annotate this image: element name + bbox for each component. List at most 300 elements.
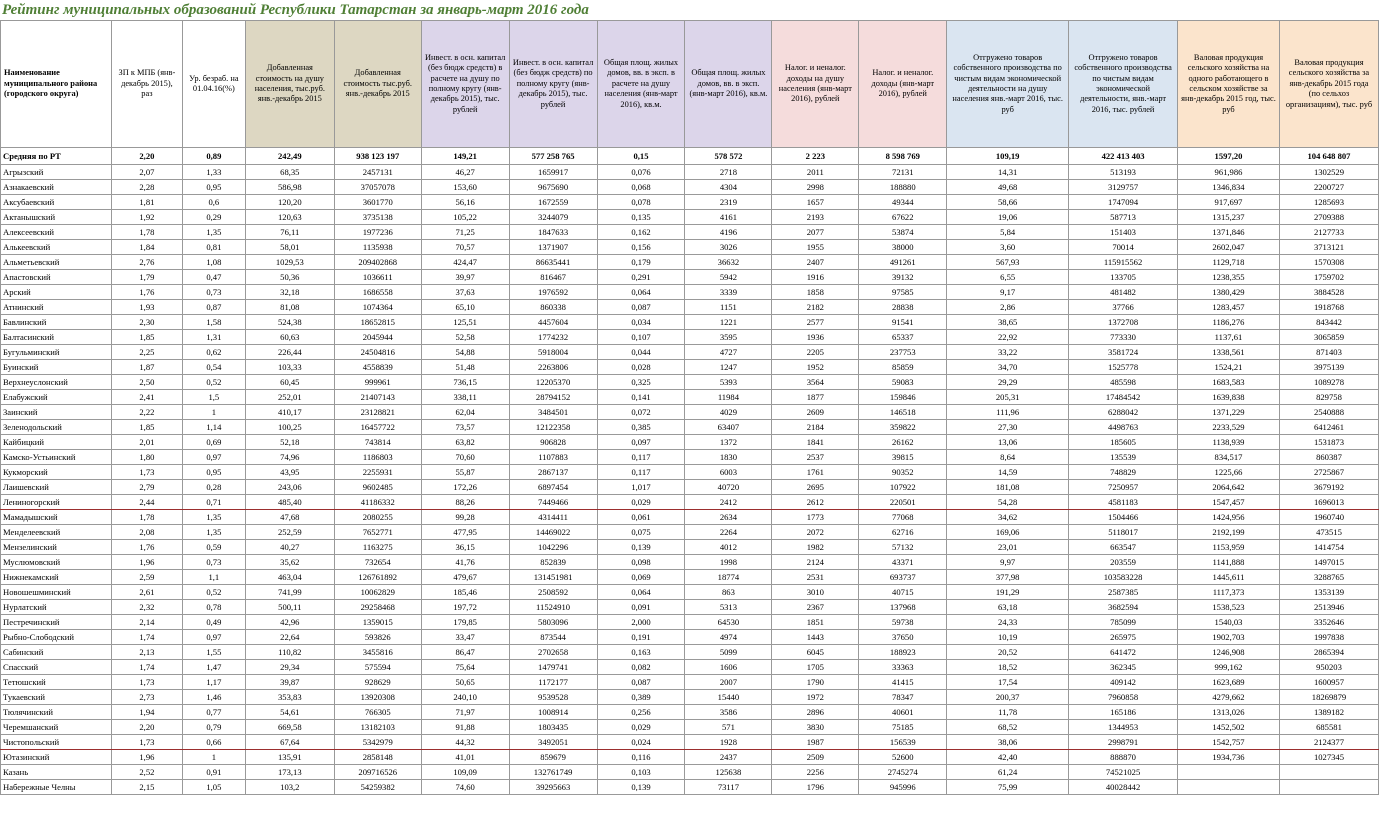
cell-name: Бавлинский — [1, 315, 112, 330]
cell-housing-per-capita: 0,141 — [597, 390, 685, 405]
cell-value-added-per-capita: 120,20 — [245, 195, 334, 210]
cell-housing-total: 6003 — [685, 465, 772, 480]
cell-salary-ratio: 1,76 — [111, 285, 182, 300]
cell-revenue-per-capita: 2537 — [772, 450, 859, 465]
cell-investment-per-capita: 51,48 — [421, 360, 509, 375]
cell-agri-per-worker: 2064,642 — [1178, 480, 1280, 495]
cell-shipped-total: 37766 — [1069, 300, 1178, 315]
cell-investment-total: 4314411 — [509, 510, 597, 525]
cell-salary-ratio: 2,52 — [111, 765, 182, 780]
cell-housing-per-capita: 0,075 — [597, 525, 685, 540]
cell-investment-total: 39295663 — [509, 780, 597, 795]
cell-housing-per-capita: 0,117 — [597, 465, 685, 480]
cell-name: Тетюшский — [1, 675, 112, 690]
cell-revenue-per-capita: 6045 — [772, 645, 859, 660]
table-row — [1, 315, 1379, 330]
cell-name: Кайбицкий — [1, 435, 112, 450]
cell-housing-total: 2634 — [685, 510, 772, 525]
cell-unemployment: 0,97 — [182, 630, 245, 645]
cell-shipped-per-capita: 10,19 — [947, 630, 1069, 645]
cell-investment-total: 1008914 — [509, 705, 597, 720]
cell-revenue-per-capita: 1936 — [772, 330, 859, 345]
cell-housing-per-capita: 0,044 — [597, 345, 685, 360]
cell-investment-total: 11524910 — [509, 600, 597, 615]
cell-revenue-total: 41415 — [859, 675, 947, 690]
cell-shipped-total: 3581724 — [1069, 345, 1178, 360]
cell-salary-ratio: 2,13 — [111, 645, 182, 660]
cell-value-added-total: 126761892 — [334, 570, 421, 585]
cell-housing-per-capita: 0,028 — [597, 360, 685, 375]
cell-revenue-per-capita: 1877 — [772, 390, 859, 405]
cell-revenue-per-capita: 1705 — [772, 660, 859, 675]
cell-revenue-per-capita: 1858 — [772, 285, 859, 300]
cell-housing-total: 4304 — [685, 180, 772, 195]
cell-name: Апастовский — [1, 270, 112, 285]
cell-agri-total: 2540888 — [1279, 405, 1378, 420]
table-row — [1, 570, 1379, 585]
cell-housing-per-capita: 0,291 — [597, 270, 685, 285]
cell-shipped-total: 587713 — [1069, 210, 1178, 225]
cell-agri-total — [1279, 765, 1378, 780]
cell-salary-ratio: 1,76 — [111, 540, 182, 555]
cell-name: Кукморский — [1, 465, 112, 480]
cell-housing-per-capita: 0,061 — [597, 510, 685, 525]
cell-value-added-total: 928629 — [334, 675, 421, 690]
cell-value-added-per-capita: 110,82 — [245, 645, 334, 660]
cell-unemployment: 1,47 — [182, 660, 245, 675]
cell-revenue-per-capita: 2256 — [772, 765, 859, 780]
cell-housing-total: 1221 — [685, 315, 772, 330]
cell-value-added-per-capita: 76,11 — [245, 225, 334, 240]
cell-salary-ratio: 2,15 — [111, 780, 182, 795]
cell-investment-per-capita: 179,85 — [421, 615, 509, 630]
cell-unemployment: 0,81 — [182, 240, 245, 255]
header-investment-per-capita: Инвест. в осн. капитал (без бюдж средств) в расчете на душу по полному кругу (янв-декабрь 2015), тыс. рублей — [421, 21, 509, 148]
cell-salary-ratio: 1,81 — [111, 195, 182, 210]
cell-housing-per-capita: 0,117 — [597, 450, 685, 465]
cell-value-added-per-capita: 500,11 — [245, 600, 334, 615]
cell-revenue-total: 72131 — [859, 165, 947, 180]
cell-revenue-per-capita: 2072 — [772, 525, 859, 540]
cell-name: Сабинский — [1, 645, 112, 660]
table-row — [1, 180, 1379, 195]
header-salary-ratio: ЗП к МПБ (янв-декабрь 2015), раз — [111, 21, 182, 148]
cell-investment-total: 5918004 — [509, 345, 597, 360]
cell-investment-total: 3244079 — [509, 210, 597, 225]
cell-salary-ratio: 1,87 — [111, 360, 182, 375]
cell-revenue-total: 945996 — [859, 780, 947, 795]
cell-value-added-per-capita: 32,18 — [245, 285, 334, 300]
cell-housing-total: 5099 — [685, 645, 772, 660]
cell-investment-per-capita: 88,26 — [421, 495, 509, 510]
cell-shipped-total: 135539 — [1069, 450, 1178, 465]
cell-investment-total: 1107883 — [509, 450, 597, 465]
cell-name: Агрызский — [1, 165, 112, 180]
cell-agri-per-worker: 2602,047 — [1178, 240, 1280, 255]
cell-investment-per-capita: 109,09 — [421, 765, 509, 780]
cell-value-added-per-capita: 103,33 — [245, 360, 334, 375]
cell-housing-total: 4974 — [685, 630, 772, 645]
cell-agri-per-worker: 1338,561 — [1178, 345, 1280, 360]
table-row — [1, 495, 1379, 510]
cell-value-added-per-capita: 60,45 — [245, 375, 334, 390]
cell-value-added-per-capita: 353,83 — [245, 690, 334, 705]
cell-revenue-per-capita: 2367 — [772, 600, 859, 615]
cell-revenue-total: 220501 — [859, 495, 947, 510]
cell-housing-per-capita: 0,15 — [597, 148, 685, 165]
cell-revenue-per-capita: 1982 — [772, 540, 859, 555]
cell-housing-per-capita: 0,103 — [597, 765, 685, 780]
cell-unemployment: 0,95 — [182, 180, 245, 195]
cell-shipped-total: 513193 — [1069, 165, 1178, 180]
cell-investment-per-capita: 56,16 — [421, 195, 509, 210]
cell-salary-ratio: 1,93 — [111, 300, 182, 315]
table-row — [1, 420, 1379, 435]
cell-revenue-total: 188923 — [859, 645, 947, 660]
cell-investment-per-capita: 74,60 — [421, 780, 509, 795]
cell-investment-per-capita: 105,22 — [421, 210, 509, 225]
cell-revenue-total: 77068 — [859, 510, 947, 525]
cell-investment-total: 2263806 — [509, 360, 597, 375]
cell-unemployment: 0,78 — [182, 600, 245, 615]
header-row — [1, 21, 1379, 148]
cell-housing-total: 2718 — [685, 165, 772, 180]
cell-unemployment: 0,54 — [182, 360, 245, 375]
cell-value-added-total: 24504816 — [334, 345, 421, 360]
cell-revenue-total: 693737 — [859, 570, 947, 585]
cell-housing-total: 64530 — [685, 615, 772, 630]
cell-salary-ratio: 2,61 — [111, 585, 182, 600]
cell-investment-total: 852839 — [509, 555, 597, 570]
cell-investment-per-capita: 39,97 — [421, 270, 509, 285]
cell-agri-total: 2200727 — [1279, 180, 1378, 195]
table-row — [1, 375, 1379, 390]
cell-agri-total: 2725867 — [1279, 465, 1378, 480]
cell-shipped-total: 2587385 — [1069, 585, 1178, 600]
cell-investment-total: 859679 — [509, 750, 597, 765]
cell-name: Тукаевский — [1, 690, 112, 705]
cell-investment-total: 1659917 — [509, 165, 597, 180]
cell-agri-total: 2709388 — [1279, 210, 1378, 225]
cell-investment-per-capita: 125,51 — [421, 315, 509, 330]
cell-unemployment: 0,91 — [182, 765, 245, 780]
table-row — [1, 720, 1379, 735]
cell-revenue-total: 39815 — [859, 450, 947, 465]
cell-housing-total: 73117 — [685, 780, 772, 795]
cell-agri-total: 1389182 — [1279, 705, 1378, 720]
cell-revenue-total: 49344 — [859, 195, 947, 210]
rating-table — [0, 20, 1379, 795]
cell-housing-total: 5942 — [685, 270, 772, 285]
cell-shipped-per-capita: 34,62 — [947, 510, 1069, 525]
cell-shipped-per-capita: 38,65 — [947, 315, 1069, 330]
cell-name: Муслюмовский — [1, 555, 112, 570]
cell-salary-ratio: 1,92 — [111, 210, 182, 225]
cell-revenue-total: 67622 — [859, 210, 947, 225]
cell-housing-total: 4161 — [685, 210, 772, 225]
cell-agri-per-worker: 1639,838 — [1178, 390, 1280, 405]
cell-salary-ratio: 1,80 — [111, 450, 182, 465]
cell-revenue-total: 65337 — [859, 330, 947, 345]
cell-name: Зеленодольский — [1, 420, 112, 435]
cell-unemployment: 0,47 — [182, 270, 245, 285]
cell-agri-per-worker: 1313,026 — [1178, 705, 1280, 720]
cell-salary-ratio: 1,94 — [111, 705, 182, 720]
cell-name: Атнинский — [1, 300, 112, 315]
cell-unemployment: 0,79 — [182, 720, 245, 735]
cell-housing-per-capita: 0,107 — [597, 330, 685, 345]
cell-value-added-per-capita: 60,63 — [245, 330, 334, 345]
cell-shipped-total: 7250957 — [1069, 480, 1178, 495]
cell-revenue-total: 107922 — [859, 480, 947, 495]
table-row — [1, 255, 1379, 270]
table-row — [1, 735, 1379, 750]
cell-agri-total: 1997838 — [1279, 630, 1378, 645]
cell-agri-per-worker: 1424,956 — [1178, 510, 1280, 525]
cell-revenue-per-capita: 3830 — [772, 720, 859, 735]
header-agri-per-worker: Валовая продукция сельского хозяйства на одного работающего в сельском хозяйстве за янв-декабрь 2015 год, тыс. руб — [1178, 21, 1280, 148]
table-row — [1, 660, 1379, 675]
cell-shipped-per-capita: 8,64 — [947, 450, 1069, 465]
cell-shipped-per-capita: 9,17 — [947, 285, 1069, 300]
cell-unemployment: 1,58 — [182, 315, 245, 330]
cell-value-added-total: 7652771 — [334, 525, 421, 540]
cell-unemployment: 0,89 — [182, 148, 245, 165]
cell-value-added-total: 3455816 — [334, 645, 421, 660]
cell-housing-per-capita: 0,064 — [597, 285, 685, 300]
cell-salary-ratio: 2,41 — [111, 390, 182, 405]
cell-investment-per-capita: 36,15 — [421, 540, 509, 555]
cell-agri-per-worker: 1283,457 — [1178, 300, 1280, 315]
cell-name: Средняя по РТ — [1, 148, 112, 165]
cell-name: Лаишевский — [1, 480, 112, 495]
cell-investment-per-capita: 62,04 — [421, 405, 509, 420]
cell-housing-total: 3339 — [685, 285, 772, 300]
cell-housing-total: 1998 — [685, 555, 772, 570]
cell-housing-per-capita: 0,072 — [597, 405, 685, 420]
cell-revenue-per-capita: 2193 — [772, 210, 859, 225]
cell-salary-ratio: 2,73 — [111, 690, 182, 705]
cell-shipped-per-capita: 13,06 — [947, 435, 1069, 450]
cell-revenue-total: 188880 — [859, 180, 947, 195]
cell-value-added-total: 1036611 — [334, 270, 421, 285]
cell-investment-total: 1479741 — [509, 660, 597, 675]
cell-name: Лениногорский — [1, 495, 112, 510]
cell-investment-per-capita: 75,64 — [421, 660, 509, 675]
cell-shipped-total: 4581183 — [1069, 495, 1178, 510]
table-row — [1, 780, 1379, 795]
cell-revenue-total: 28838 — [859, 300, 947, 315]
cell-unemployment: 1,46 — [182, 690, 245, 705]
cell-agri-total: 1027345 — [1279, 750, 1378, 765]
cell-name: Чистопольский — [1, 735, 112, 750]
table-row — [1, 585, 1379, 600]
cell-name: Алексеевский — [1, 225, 112, 240]
cell-value-added-per-capita: 1029,53 — [245, 255, 334, 270]
cell-agri-total: 3288765 — [1279, 570, 1378, 585]
cell-housing-per-capita: 0,139 — [597, 780, 685, 795]
cell-housing-total: 863 — [685, 585, 772, 600]
cell-investment-total: 1774232 — [509, 330, 597, 345]
cell-investment-total: 1371907 — [509, 240, 597, 255]
cell-value-added-per-capita: 463,04 — [245, 570, 334, 585]
cell-shipped-total: 70014 — [1069, 240, 1178, 255]
cell-agri-total: 843442 — [1279, 315, 1378, 330]
cell-name: Мензелинский — [1, 540, 112, 555]
cell-revenue-total: 91541 — [859, 315, 947, 330]
cell-unemployment: 0,29 — [182, 210, 245, 225]
cell-shipped-total: 409142 — [1069, 675, 1178, 690]
cell-value-added-per-capita: 741,99 — [245, 585, 334, 600]
header-housing-total: Общая площ. жилых домов, вв. в эксп. (янв-март 2016), кв.м. — [685, 21, 772, 148]
cell-revenue-per-capita: 2531 — [772, 570, 859, 585]
average-row — [1, 148, 1379, 165]
cell-investment-total: 132761749 — [509, 765, 597, 780]
cell-housing-total: 4727 — [685, 345, 772, 360]
cell-shipped-per-capita: 24,33 — [947, 615, 1069, 630]
cell-name: Набережные Челны — [1, 780, 112, 795]
cell-value-added-per-capita: 173,13 — [245, 765, 334, 780]
cell-investment-total: 1172177 — [509, 675, 597, 690]
cell-shipped-total: 773330 — [1069, 330, 1178, 345]
cell-name: Казань — [1, 765, 112, 780]
cell-agri-per-worker: 1238,355 — [1178, 270, 1280, 285]
cell-value-added-per-capita: 524,38 — [245, 315, 334, 330]
cell-housing-per-capita: 0,191 — [597, 630, 685, 645]
cell-salary-ratio: 1,85 — [111, 330, 182, 345]
cell-agri-total: 473515 — [1279, 525, 1378, 540]
cell-investment-total: 906828 — [509, 435, 597, 450]
cell-housing-total: 2007 — [685, 675, 772, 690]
cell-revenue-per-capita: 2011 — [772, 165, 859, 180]
cell-housing-total: 11984 — [685, 390, 772, 405]
cell-agri-total: 3884528 — [1279, 285, 1378, 300]
cell-name: Камско-Устьинский — [1, 450, 112, 465]
cell-investment-total: 12205370 — [509, 375, 597, 390]
cell-value-added-per-capita: 485,40 — [245, 495, 334, 510]
cell-housing-per-capita: 0,091 — [597, 600, 685, 615]
cell-revenue-total: 52600 — [859, 750, 947, 765]
cell-shipped-total: 265975 — [1069, 630, 1178, 645]
cell-investment-per-capita: 33,47 — [421, 630, 509, 645]
cell-agri-per-worker: 1246,908 — [1178, 645, 1280, 660]
cell-value-added-per-capita: 243,06 — [245, 480, 334, 495]
table-row — [1, 195, 1379, 210]
table-row — [1, 690, 1379, 705]
cell-investment-total: 5803096 — [509, 615, 597, 630]
cell-housing-per-capita: 0,069 — [597, 570, 685, 585]
cell-revenue-per-capita: 1796 — [772, 780, 859, 795]
cell-unemployment: 0,69 — [182, 435, 245, 450]
cell-agri-per-worker: 1623,689 — [1178, 675, 1280, 690]
cell-agri-per-worker: 1452,502 — [1178, 720, 1280, 735]
cell-value-added-per-capita: 74,96 — [245, 450, 334, 465]
cell-agri-per-worker: 1597,20 — [1178, 148, 1280, 165]
cell-salary-ratio: 2,25 — [111, 345, 182, 360]
cell-revenue-total: 75185 — [859, 720, 947, 735]
cell-shipped-total: 748829 — [1069, 465, 1178, 480]
cell-housing-per-capita: 0,163 — [597, 645, 685, 660]
cell-agri-per-worker: 1117,373 — [1178, 585, 1280, 600]
cell-name: Буинский — [1, 360, 112, 375]
cell-salary-ratio: 2,07 — [111, 165, 182, 180]
cell-shipped-per-capita: 61,24 — [947, 765, 1069, 780]
cell-housing-per-capita: 0,139 — [597, 540, 685, 555]
cell-unemployment: 0,6 — [182, 195, 245, 210]
cell-unemployment: 0,52 — [182, 375, 245, 390]
cell-shipped-per-capita: 63,18 — [947, 600, 1069, 615]
header-municipality: Наименование муниципального района (городского округа) — [1, 21, 112, 148]
cell-value-added-total: 4558839 — [334, 360, 421, 375]
cell-unemployment: 0,28 — [182, 480, 245, 495]
cell-value-added-per-capita: 669,58 — [245, 720, 334, 735]
cell-value-added-total: 999961 — [334, 375, 421, 390]
cell-value-added-total: 9602485 — [334, 480, 421, 495]
cell-salary-ratio: 1,73 — [111, 735, 182, 750]
cell-value-added-per-capita: 54,61 — [245, 705, 334, 720]
table-row — [1, 750, 1379, 765]
cell-unemployment: 1,14 — [182, 420, 245, 435]
cell-value-added-total: 1359015 — [334, 615, 421, 630]
cell-housing-total: 3026 — [685, 240, 772, 255]
cell-revenue-per-capita: 1790 — [772, 675, 859, 690]
table-row — [1, 360, 1379, 375]
cell-shipped-per-capita: 58,66 — [947, 195, 1069, 210]
cell-salary-ratio: 2,79 — [111, 480, 182, 495]
cell-name: Менделеевский — [1, 525, 112, 540]
cell-name: Рыбно-Слободский — [1, 630, 112, 645]
cell-investment-per-capita: 50,65 — [421, 675, 509, 690]
cell-revenue-total: 146518 — [859, 405, 947, 420]
cell-unemployment: 1,5 — [182, 390, 245, 405]
cell-shipped-per-capita: 29,29 — [947, 375, 1069, 390]
cell-investment-per-capita: 197,72 — [421, 600, 509, 615]
cell-name: Новошешминский — [1, 585, 112, 600]
cell-value-added-total: 5342979 — [334, 735, 421, 750]
cell-salary-ratio: 2,14 — [111, 615, 182, 630]
cell-agri-total: 1918768 — [1279, 300, 1378, 315]
cell-investment-per-capita: 44,32 — [421, 735, 509, 750]
cell-agri-total: 1353139 — [1279, 585, 1378, 600]
cell-shipped-per-capita: 6,55 — [947, 270, 1069, 285]
cell-agri-total: 1302529 — [1279, 165, 1378, 180]
cell-agri-per-worker: 834,517 — [1178, 450, 1280, 465]
cell-value-added-per-capita: 586,98 — [245, 180, 334, 195]
cell-investment-total: 3492051 — [509, 735, 597, 750]
cell-agri-total: 1696013 — [1279, 495, 1378, 510]
cell-value-added-total: 2858148 — [334, 750, 421, 765]
cell-housing-total: 4196 — [685, 225, 772, 240]
cell-housing-per-capita: 0,087 — [597, 675, 685, 690]
cell-investment-per-capita: 479,67 — [421, 570, 509, 585]
cell-salary-ratio: 1,74 — [111, 630, 182, 645]
cell-revenue-total: 2745274 — [859, 765, 947, 780]
cell-housing-per-capita: 0,068 — [597, 180, 685, 195]
cell-shipped-total: 1344953 — [1069, 720, 1178, 735]
cell-investment-per-capita: 52,58 — [421, 330, 509, 345]
cell-name: Аксубаевский — [1, 195, 112, 210]
cell-revenue-per-capita: 2998 — [772, 180, 859, 195]
cell-unemployment: 1,17 — [182, 675, 245, 690]
cell-shipped-per-capita: 42,40 — [947, 750, 1069, 765]
cell-investment-total: 7449466 — [509, 495, 597, 510]
cell-agri-total: 3679192 — [1279, 480, 1378, 495]
cell-investment-total: 6897454 — [509, 480, 597, 495]
cell-revenue-total: 237753 — [859, 345, 947, 360]
header-shipped-total: Отгружено товаров собственного производства по чистым видам экономической деятельности, янв.-март 2016, тыс. рублей — [1069, 21, 1178, 148]
table-row — [1, 540, 1379, 555]
cell-unemployment: 0,71 — [182, 495, 245, 510]
